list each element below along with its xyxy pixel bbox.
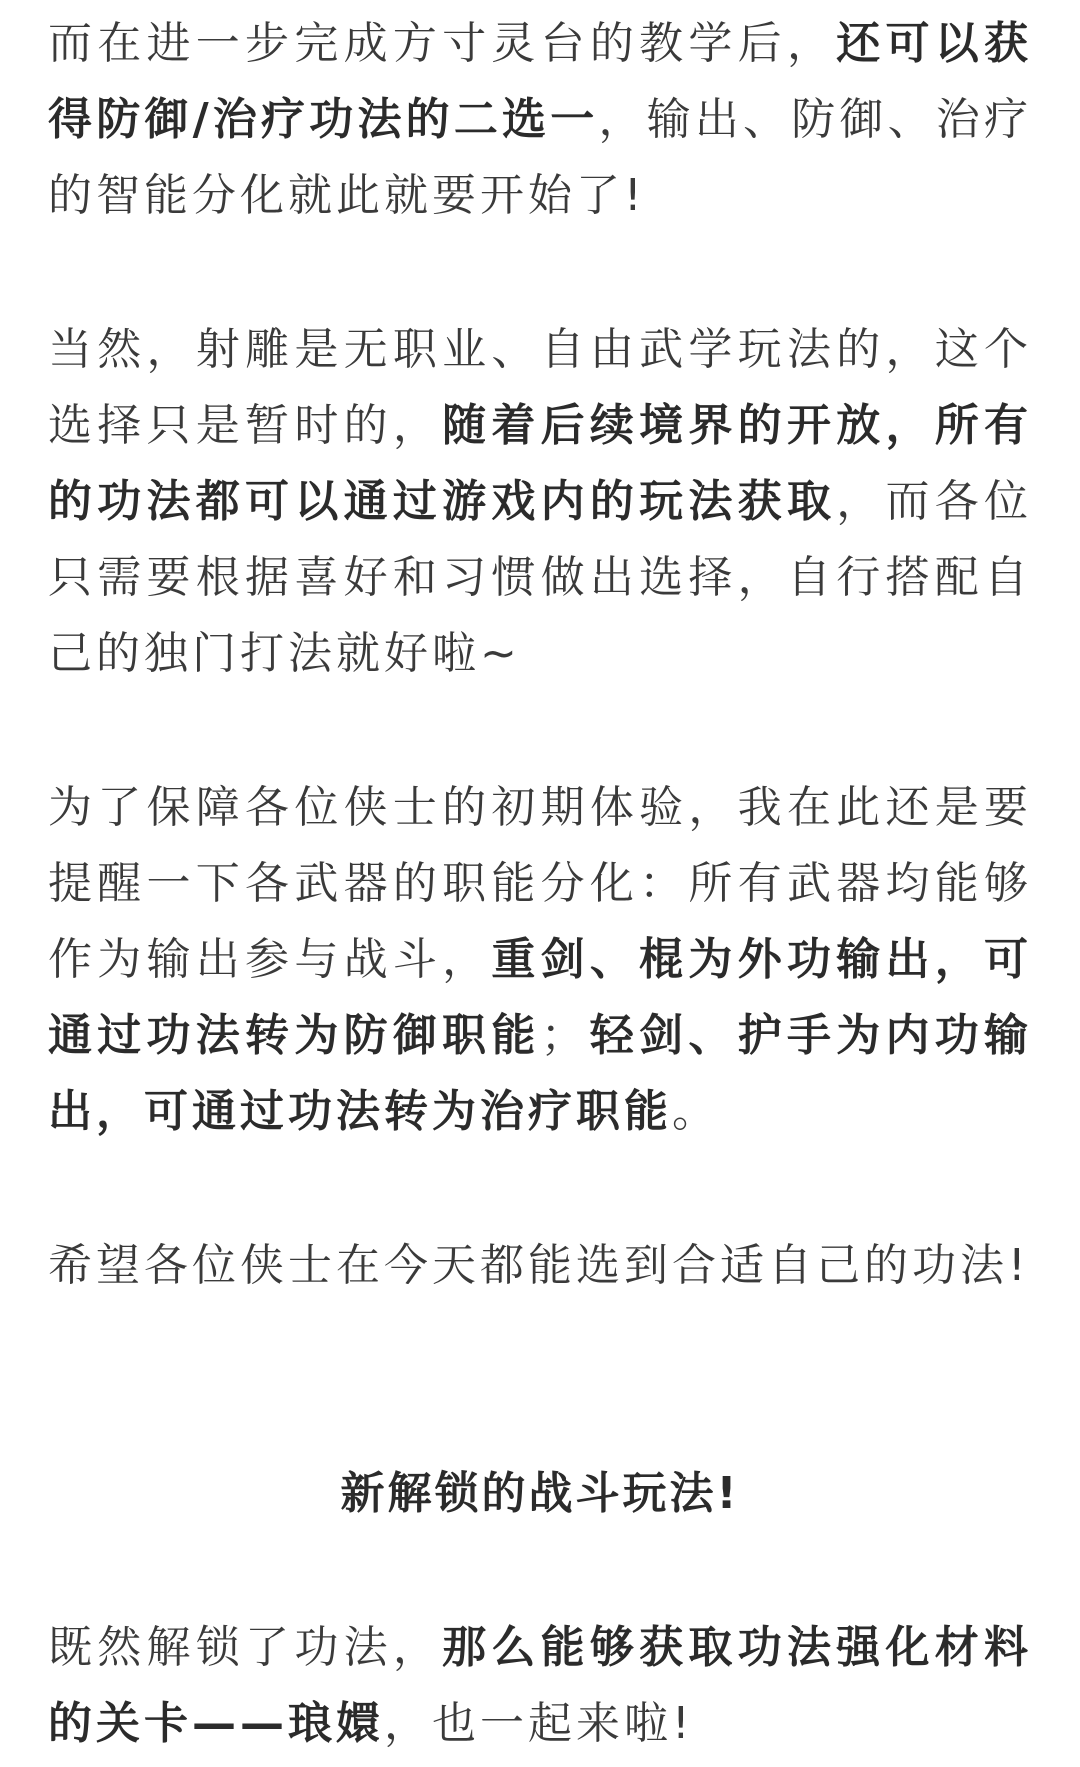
highlight-text: 随着后续境界的开放，所有的功法都可以通过游戏内的玩法获取 xyxy=(48,400,1033,527)
paragraph-text: ； xyxy=(540,1010,589,1061)
paragraph-weapon-roles xyxy=(48,770,1032,1150)
highlight-text: 还可以获得防御/治疗功法的二选一 xyxy=(48,18,1033,145)
paragraph-text: ，而各位只需要根据喜好和习惯做出选择，自行搭配自己的独门打法就好啦~ xyxy=(48,476,1033,679)
highlight-text: 轻剑、护手为内功输出，可通过功法转为治疗职能 xyxy=(48,1010,1033,1137)
paragraph-wish: 希望各位侠士在今天都能选到合适自己的功法! xyxy=(48,1240,1030,1291)
paragraph-text: 既然解锁了功法， xyxy=(48,1622,443,1673)
paragraph-text: 当然，射雕是无职业、自由武学玩法的，这个选择只是暂时的， xyxy=(48,324,1032,451)
highlight-text: 那么能够获取功法强化材料的关卡——琅嬛 xyxy=(48,1622,1033,1749)
highlight-text: 重剑、棍为外功输出，可通过功法转为防御职能 xyxy=(48,934,1033,1061)
paragraph-langhuan-stage xyxy=(48,1610,1032,1762)
paragraph-free-martial-arts xyxy=(48,312,1032,692)
paragraph-text: ，输出、防御、治疗的智能分化就此就要开始了! xyxy=(48,94,1033,221)
section-heading: 新解锁的战斗玩法! xyxy=(340,1468,740,1519)
paragraph-text: 。 xyxy=(672,1086,720,1137)
paragraph-technique-choice xyxy=(48,6,1032,234)
paragraph-text: 而在进一步完成方寸灵台的教学后， xyxy=(48,18,837,69)
paragraph-text: 为了保障各位侠士的初期体验，我在此还是要提醒一下各武器的职能分化：所有武器均能够作为输出参与战斗， xyxy=(48,782,1032,985)
paragraph-text: ，也一起来啦! xyxy=(384,1698,694,1749)
